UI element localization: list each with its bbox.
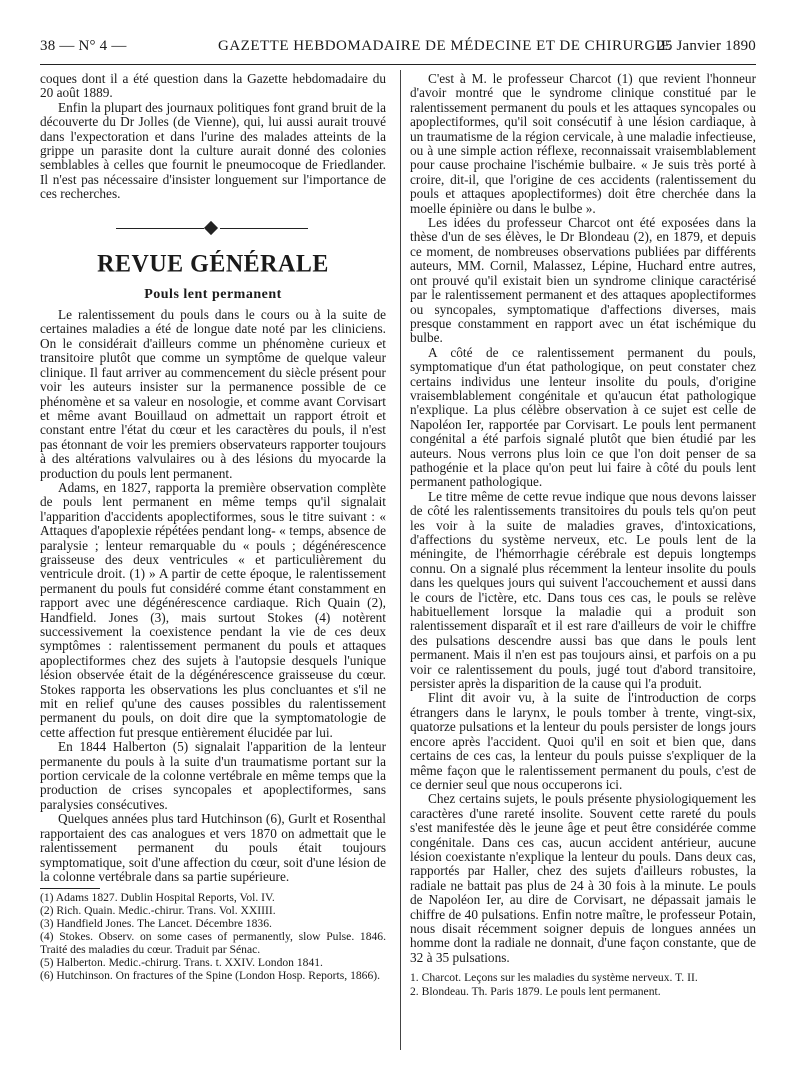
paragraph: Le titre même de cette revue indique que nous devons laisser de côté les ralentissements transitoires du pouls tels qu'on peut les voir à la suite de maladies graves, d'intoxications, d'affections du système nerveux, etc. Le pouls lent de la méningite, de l'hémorrhagie cérébrale est depuis longtemps connu. On a signalé plus récemment la lenteur insolite du pouls dans les quelques jours qui suivent l'accouchement et aussi dans le cours de l'ictère, etc. Dans tous ces cas, le pouls se relève habituellement lorsque la maladie qui a produit son ralentissement disparaît et il est rare d'ailleurs de voir le chiffre des pulsations descendre aussi bas que dans le pouls lent permanent. Mais il n'en est pas toujours ainsi, et parfois on a pu voir ce ralentissement du pouls, jugé tout d'abord transitoire, persister après la disparition de la cause qui l'a produit. [410,488,756,692]
paragraph: En 1844 Halberton (5) signalait l'apparition de la lenteur permanente du pouls à la suite d'un traumatisme portant sur la portion cervicale de la colonne vertébrale en même temps que la production de crises syncopales et apoplectiformes, sans paralysies consécutives. [40,739,386,812]
paragraph: Chez certains sujets, le pouls présente physiologiquement les caractères d'une rareté insolite. Souvent cette rareté du pouls s'est manifestée dès le jeune âge et peut être considérée comme congénitale. Dans ces cas, aucun accident antérieur, aucune lésion coexistante n'explique la lenteur du pouls. Dans deux cas, rapportés par Haller, chez des sujets d'ailleurs robustes, la radiale ne battait pas plus de 24 à 30 fois à la minute. Le pouls de Napoléon Ier, au dire de Corvisart, ne dépassait jamais le chiffre de 40 pulsations. Enfin notre maître, le professeur Potain, nous disait récemment soigner depuis de longues années un homme dont la radiale ne donnait, d'une façon constante, que de 32 à 35 pulsations. [410,791,756,965]
footnote: 1. Charcot. Leçons sur les maladies du système nerveux. T. II. [410,971,698,985]
paragraph: A côté de ce ralentissement permanent du pouls, symptomatique d'un état pathologique, on peut constater chez certains individus une lenteur insolite du pouls, d'origine vraisemblablement congénitale et qu'aucun état pathologique n'explique. La plus célèbre observation à ce sujet est celle de Napoléon Ier, rapportée par Corvisart. Le pouls lent permanent congénital a été parfois signalé plutôt que bien étudié par les auteurs. Nous verrons plus loin ce que l'on doit penser de sa pathogénie et la place qu'on peut lui faire à côté du pouls lent permanent pathologique. [410,344,756,490]
left-column [40,72,386,982]
article-title: Pouls lent permanent [144,286,282,302]
footnote: (6) Hutchinson. On fractures of the Spine (London Hosp. Reports, 1866). [40,969,381,983]
paragraph: Le ralentissement du pouls dans le cours ou à la suite de certaines maladies a été de longue date noté par les cliniciens. On le considérait d'ailleurs comme un phénomène curieux et transitoire plutôt que comme un symptôme de quelque valeur clinique. Il faut arriver au commencement du siècle présent pour voir les auteurs insister sur la permanence possible de ce phénomène et sa valeur en nosologie, et comme avant Corvisart et même avant Bouillaud on admettait un rapport étroit et constant entre l'état du cœur et les caractères du pouls, il n'est pas étonnant de voir les premiers observateurs rapporter toujours à des altérations valvulaires ou à des lésions du myocarde la production du pouls lent permanent. [40,307,386,481]
footnote: (2) Rich. Quain. Medic.-chirur. Trans. Vol. XXIIII. [40,904,276,918]
header-rule [40,64,756,65]
paragraph: Quelques années plus tard Hutchinson (6), Gurlt et Rosenthal rapportaient des cas analogues et vers 1870 on admettait que le ralentissement permanent du pouls était toujours symptomatique, soit d'une affection du cœur, soit d'une lésion de la colonne vertébrale dans sa partie supérieure. [40,811,386,884]
footnote: (3) Handfield Jones. The Lancet. Décembre 1836. [40,917,272,931]
section-title: REVUE GÉNÉRALE [97,250,329,278]
column-divider [400,70,401,1050]
footnote: 2. Blondeau. Th. Paris 1879. Le pouls lent permanent. [410,985,661,999]
paragraph: Adams, en 1827, rapporta la première observation complète de pouls lent permanent en même temps qu'il signalait l'apparition d'accidents apoplectiformes, sous le titre suivant : « Attaques d'apoplexie répétées pendant long- « temps, absence de paralysie ; lenteur remarquable du « pouls ; dégénérescence graisseuse des deux ventricules « et particulièrement du ventricule droit. (1) » A partir de cette époque, le ralentissement permanent du pouls fut considéré comme étant constamment en rapport avec une dégénérescence cardiaque. Rich Quain (2), Handfield. Jones (3), mais surtout Stokes (4) notèrent successivement la coexistence pendant la vie de ces deux symptômes : ralentissement permanent du pouls et attaques apoplectiformes chez des sujets à l'autopsie desquels l'unique lésion observée était de la dégénérescence graisseuse du cœur. Stokes rapporta les observations les plus concluantes et s'il ne mit en relief qu'une des causes possibles du ralentissement permanent du pouls, on doit dire que la symptomatologie de cette affection fut presque entièrement élucidée par lui. [40,479,386,740]
paragraph-jolles: Enfin la plupart des journaux politiques font grand bruit de la découverte du Dr Jolles (de Vienne), qui, lui aussi aurait trouvé dans l'expectoration et dans l'urine des malades atteints de la grippe un parasite dont la culture aurait donné des colonies semblables à celles que fournit le pneumocoque de Friedlander. Il n'est pas nécessaire d'insister longuement sur l'importance de ces recherches. [40,99,386,202]
footnote: (4) Stokes. Observ. on some cases of permanently, slow Pulse. 1846. Traité des maladies du cœur. Traduit par Sénac. [40,930,386,957]
page-number: 38 — N° 4 — [40,38,127,54]
right-column [410,72,756,999]
section-ornament [40,220,386,238]
footnote-rule [40,888,100,889]
footnote: (1) Adams 1827. Dublin Hospital Reports, Vol. IV. [40,891,275,905]
footnote: (5) Halberton. Medic.-chirurg. Trans. t. XXIV. London 1841. [40,956,323,970]
paragraph: Flint dit avoir vu, à la suite de l'introduction de corps étrangers dans le larynx, le pouls tomber à trente, vingt-six, quatorze pulsations et la lenteur du pouls persister de longs jours encore après l'accident. Quoi qu'il en soit et bien que, dans certains de ces cas, la lenteur du pouls puisse s'expliquer de la même façon que le ralentissement permanent du pouls, c'est de ce dernier seul que nous occuperons ici. [410,690,756,792]
paragraph-continued: coques dont il a été question dans la Gazette hebdomadaire du 20 août 1889. [40,71,386,101]
page-header [40,38,756,62]
paragraph: Les idées du professeur Charcot ont été exposées dans la thèse d'un de ses élèves, le Dr Blondeau (2), en 1879, et depuis ce moment, de nombreuses observations publiées par différents auteurs, MM. Cornil, Malassez, Lépine, Huchard entre autres, ont prouvé qu'il existait bien un syndrome clinique caractérisé par le ralentissement permanent et des attaques apoplectiformes ou syncopales, symptomatique d'affections diverses, mais presque constamment en rapport avec un état ischémique du bulbe. [410,215,756,346]
journal-title: GAZETTE HEBDOMADAIRE DE MÉDECINE ET DE CHIRURGIE [218,38,671,54]
issue-date: 25 Janvier 1890 [657,38,756,54]
paragraph: C'est à M. le professeur Charcot (1) que revient l'honneur d'avoir montré que le syndrome clinique constitué par le ralentissement permanent du pouls et les attaques syncopales ou apoplectiformes, qu'il soit consécutif à une lésion cardiaque, à un traumatisme de la région cervicale, à une maladie infectieuse, ou à une simple action réflexe, reconnaissait vraisemblablement pour cause prochaine l'ischémie bulbaire. « Je suis très porté à croire, dit-il, que l'origine de ces accidents (ralentissement du pouls et attaques apoplectiformes) doit être cherchée dans la moelle épinière ou dans le bulbe ». [410,71,756,216]
